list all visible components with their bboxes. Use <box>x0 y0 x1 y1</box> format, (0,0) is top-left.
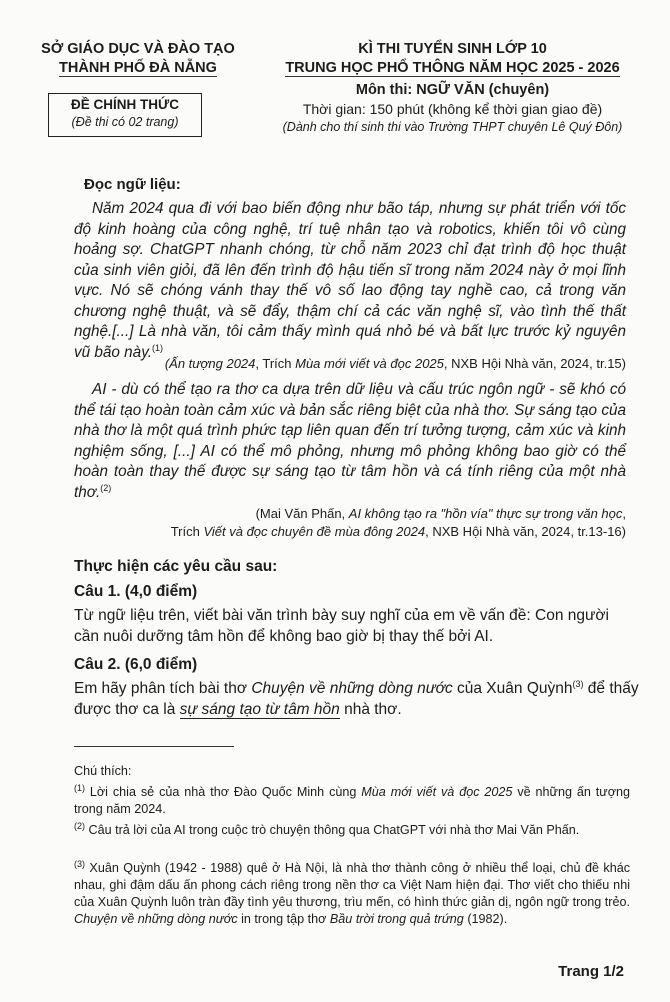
department-name <box>28 40 248 78</box>
exam-title-line2: TRUNG HỌC PHỔ THÔNG NĂM HỌC 2025 - 2026 <box>285 59 620 76</box>
note-3 <box>74 860 630 928</box>
source-2-line2 <box>171 523 626 541</box>
q2-part-f: nhà thơ. <box>339 701 402 718</box>
source-1-sep: , Trích <box>255 356 296 371</box>
footnote-ref-2: (2) <box>100 482 112 493</box>
source-1 <box>165 355 626 373</box>
page-count-label: (Đề thi có 02 trang) <box>71 115 179 129</box>
note-1-c: về những ấn tượng trong năm 2024. <box>74 785 631 816</box>
footnote-divider <box>74 746 234 747</box>
note-2 <box>74 822 630 839</box>
time-label: Thời gian: 150 phút (không kể thời gian giao đề) <box>302 100 603 117</box>
note-1 <box>74 784 630 818</box>
passage-1-text: Năm 2024 qua đi với bao biến động như bão táp, nhưng sự phát triển với tốc độ kinh hoàng của công nghệ, trí tuệ nhân tạo và robotics, khiến tôi vô cùng hoảng sợ. ChatGPT nhanh chóng, từ chỗ năm 2023 chỉ đạt trình độ học thuật của sinh viên giỏi, đã lên đến trình độ hậu tiến sĩ trong năm 2024 này ở mọi lĩnh vực. Nó sẽ chóng vánh thay thế vô số lao động tay nghề cao, cả trong văn chương nghệ thuật, và sẽ đẩy, thậm chí cả các văn nghệ sĩ, vào tình thế thất nghệ.[...] Là nhà văn, tôi cảm thấy mình quá nhỏ bé và bất lực trước kỷ nguyên vũ bão này. <box>74 200 626 361</box>
question-1-text: Từ ngữ liệu trên, viết bài văn trình bày suy nghĩ của em về vấn đề: Con người cần nuôi dưỡng tâm hồn để không bao giờ bị thay thế bởi AI. <box>74 607 609 645</box>
exam-title-block <box>255 40 650 137</box>
note-3-mark: (3) <box>74 858 85 869</box>
note-3-a: Xuân Quỳnh (1942 - 1988) quê ở Hà Nội, là nhà thơ thành công ở nhiều thể loại, chủ đề khác nhau, ghi đậm dấu ấn phong cách riêng trong nền thơ ca Việt Nam hiện đại. Thơ viết cho thiếu nhi của Xuân Quỳnh luôn tràn đầy tình yêu thương, trìu mến, có hình thức giản dị, ngôn ngữ trong trẻo. <box>74 861 630 909</box>
source-2-line1 <box>171 505 626 523</box>
q2-part-a: Em hãy phân tích bài thơ <box>74 680 252 697</box>
note-2-text: Câu trả lời của AI trong cuộc trò chuyện thông qua ChatGPT với nhà thơ Mai Văn Phấn. <box>85 823 580 837</box>
tasks-title: Thực hiện các yêu cầu sau: <box>74 558 278 575</box>
source-1-title: (Ấn tượng 2024 <box>164 356 256 371</box>
exam-header <box>0 40 670 150</box>
footnote-ref-3: (3) <box>572 678 584 689</box>
q2-part-d: để thấy được thơ ca là <box>74 680 639 718</box>
note-3-poem: Chuyện về những dòng nước <box>74 912 238 926</box>
passage-2-text: AI - dù có thể tạo ra thơ ca dựa trên dữ liệu và cấu trúc ngôn ngữ - sẽ khó có thể tái tạo hoàn toàn cảm xúc và bản sắc riêng biệt của nhà thơ. Sự sáng tạo của nhà thơ là một quá trình phức tạp liên quan đến trí tưởng tượng, cảm xúc và kinh nghiệm sống, [...] AI có thể mô phỏng, nhưng mô phỏng không bao giờ có thể hoàn toàn thay thế được sự sáng tạo từ tâm hồn và cá tính riêng của một nhà thơ. <box>74 381 626 501</box>
reading-passage-1 <box>74 199 626 363</box>
source-2-extract: Trích <box>170 524 204 539</box>
question-2-text <box>74 678 640 720</box>
official-exam-label: ĐỀ CHÍNH THỨC <box>71 97 179 112</box>
source-2-author: (Mai Văn Phấn, <box>255 506 349 521</box>
note-1-a: Lời chia sẻ của nhà thơ Đào Quốc Minh cùng <box>85 785 362 799</box>
note-1-book: Mùa mới viết và đọc 2025 <box>361 785 513 799</box>
note-2-mark: (2) <box>74 820 85 831</box>
note-3-c: in trong tập thơ <box>237 912 330 926</box>
q2-part-c: của Xuân Quỳnh <box>452 680 573 697</box>
exam-title-line2-wrap <box>255 59 650 78</box>
source-2-pub: , NXB Hội Nhà văn, 2024, tr.13-16) <box>425 524 626 539</box>
source-2-title: AI không tạo ra "hồn vía" thực sự trong văn học <box>348 506 623 521</box>
source-1-pub: , NXB Hội Nhà văn, 2024, tr.15) <box>443 356 626 371</box>
city-name: THÀNH PHỐ ĐÀ NẴNG <box>59 60 217 76</box>
note-3-e: (1982). <box>463 912 508 926</box>
question-2-label: Câu 2. (6,0 điểm) <box>74 656 198 673</box>
subject-label: Môn thi: NGỮ VĂN (chuyên) <box>355 82 550 98</box>
source-1-book: Mùa mới viết và đọc 2025 <box>295 356 444 371</box>
underlined-phrase: sự sáng tạo từ tâm hồn <box>179 701 340 718</box>
note-3-collection: Bầu trời trong quả trứng <box>329 912 464 926</box>
source-2 <box>171 505 626 541</box>
source-2-book: Viết và đọc chuyên đề mùa đông 2024 <box>203 524 426 539</box>
reading-title: Đọc ngữ liệu: <box>84 176 181 193</box>
source-2-comma: , <box>622 506 626 521</box>
poem-title: Chuyện về những dòng nước <box>251 680 453 697</box>
note-1-mark: (1) <box>74 782 85 793</box>
footnote-ref-1: (1) <box>151 342 163 353</box>
official-exam-box <box>48 93 202 137</box>
notes-title: Chú thích: <box>74 764 132 778</box>
department-line1: SỞ GIÁO DỤC VÀ ĐÀO TẠO <box>41 41 235 57</box>
department-line2 <box>28 59 248 78</box>
question-1-label: Câu 1. (4,0 điểm) <box>74 583 198 600</box>
candidate-note: (Dành cho thí sinh thi vào Trường THPT chuyên Lê Quý Đôn) <box>282 120 623 134</box>
page-number: Trang 1/2 <box>558 963 624 980</box>
exam-title-line1: KÌ THI TUYỂN SINH LỚP 10 <box>358 41 547 57</box>
reading-passage-2 <box>74 380 626 503</box>
